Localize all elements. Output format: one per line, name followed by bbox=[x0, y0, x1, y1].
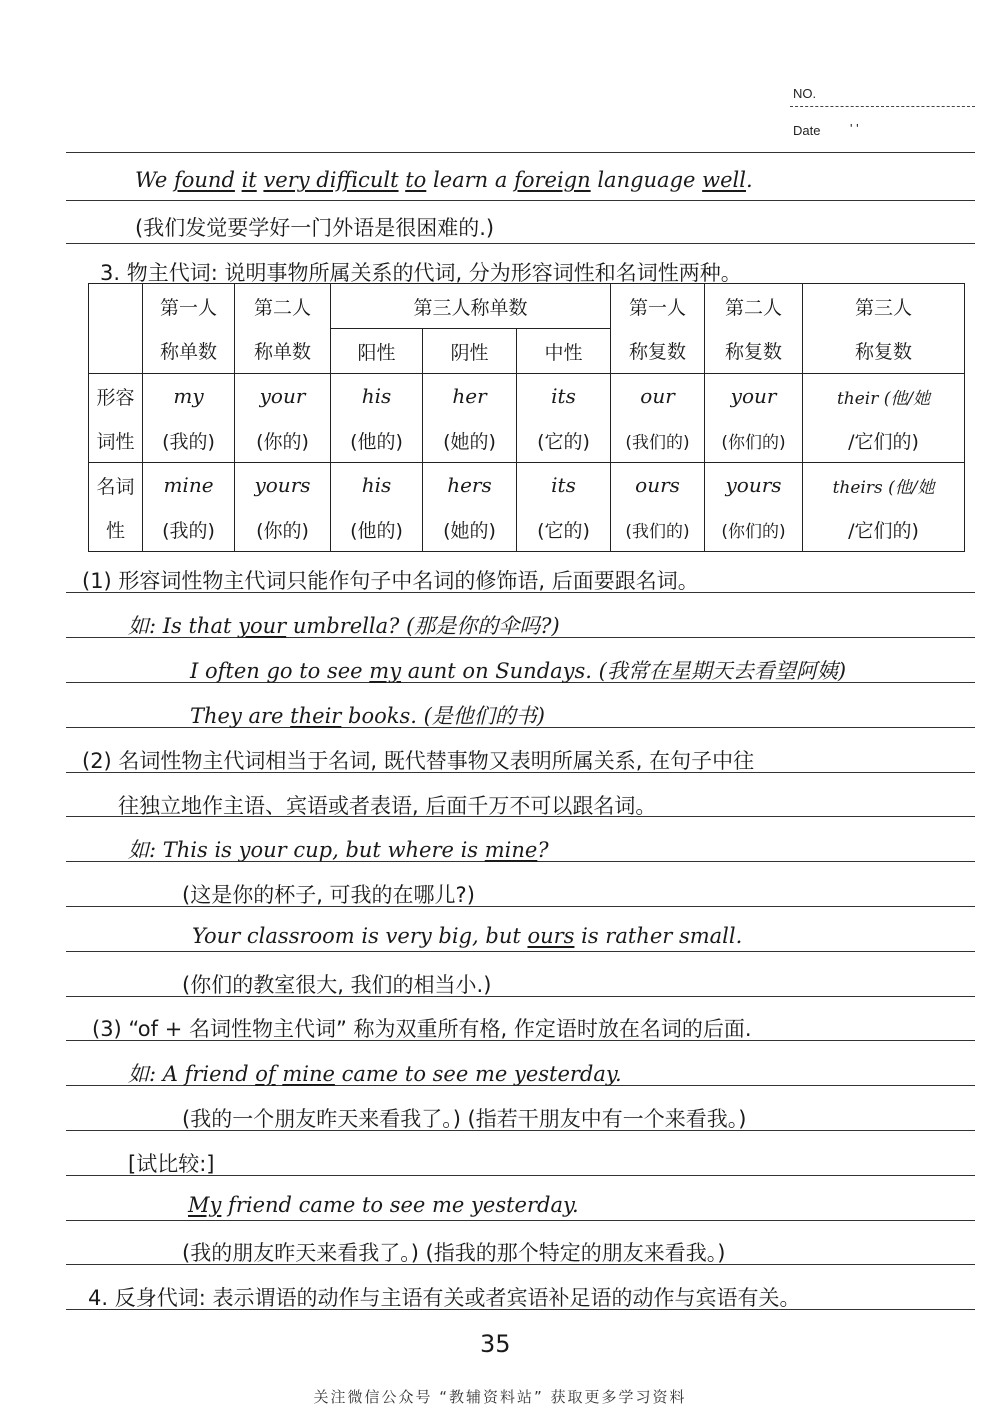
table-header-cell: 称单数 bbox=[235, 329, 331, 374]
date-separator: ' ' bbox=[850, 121, 859, 136]
table-cell: his bbox=[331, 463, 423, 508]
translation: (你们的教室很大, 我们的相当小.) bbox=[182, 973, 492, 997]
example-sentence: We found it very difficult to learn a foreign language well. bbox=[135, 168, 753, 192]
footer-note: 关注微信公众号 “教辅资料站” 获取更多学习资料 bbox=[313, 1388, 687, 1406]
example-sentence: 如: This is your cup, but where is mine? bbox=[128, 838, 549, 862]
table-cell: its bbox=[517, 374, 611, 419]
row-label: 性 bbox=[89, 507, 143, 552]
ruled-line bbox=[66, 951, 975, 952]
table-cell: (它的) bbox=[517, 507, 611, 552]
table-cell: her bbox=[423, 374, 517, 419]
table-cell: yours bbox=[705, 463, 803, 508]
header-divider bbox=[790, 106, 975, 107]
table-header-cell: 阴性 bbox=[423, 329, 517, 374]
table-cell: yours bbox=[235, 463, 331, 508]
table-header-cell: 第二人 bbox=[705, 284, 803, 329]
table-cell: (你的) bbox=[235, 507, 331, 552]
ruled-line bbox=[66, 1220, 975, 1221]
example-sentence: I often go to see my aunt on Sundays. (我常在星期天去看望阿姨) bbox=[190, 659, 847, 683]
rule-text: 往独立地作主语、宾语或者表语, 后面千万不可以跟名词。 bbox=[118, 794, 657, 818]
example-sentence: They are their books. (是他们的书) bbox=[190, 704, 545, 728]
rule-text: (2) 名词性物主代词相当于名词, 既代替事物又表明所属关系, 在句子中往 bbox=[82, 749, 755, 773]
table-header-cell: 称单数 bbox=[143, 329, 235, 374]
ruled-line bbox=[66, 243, 975, 244]
table-header-cell: 第三人称单数 bbox=[331, 284, 611, 329]
date-label: Date bbox=[793, 123, 821, 138]
table-cell: mine bbox=[143, 463, 235, 508]
table-cell: (他的) bbox=[331, 418, 423, 463]
table-corner bbox=[89, 284, 143, 329]
table-cell: /它们的) bbox=[803, 418, 965, 463]
table-header-cell: 称复数 bbox=[705, 329, 803, 374]
table-cell: (他的) bbox=[331, 507, 423, 552]
no-label: NO. bbox=[793, 86, 817, 101]
table-header-cell: 中性 bbox=[517, 329, 611, 374]
table-cell: his bbox=[331, 374, 423, 419]
table-cell: hers bbox=[423, 463, 517, 508]
table-cell: (她的) bbox=[423, 418, 517, 463]
table-cell: (你的) bbox=[235, 418, 331, 463]
example-sentence: 如: Is that your umbrella? (那是你的伞吗?) bbox=[128, 614, 560, 638]
translation: (我们发觉要学好一门外语是很困难的.) bbox=[135, 216, 495, 240]
row-label: 名词 bbox=[89, 463, 143, 508]
section-heading: 4. 反身代词: 表示谓语的动作与主语有关或者宾语补足语的动作与宾语有关。 bbox=[88, 1286, 801, 1310]
translation: (我的朋友昨天来看我了。) (指我的那个特定的朋友来看我。) bbox=[182, 1241, 726, 1265]
ruled-line bbox=[66, 152, 975, 153]
table-cell: your bbox=[235, 374, 331, 419]
table-cell: my bbox=[143, 374, 235, 419]
rule-text: (1) 形容词性物主代词只能作句子中名词的修饰语, 后面要跟名词。 bbox=[82, 569, 699, 593]
table-header-cell: 第一人 bbox=[611, 284, 705, 329]
page-number: 35 bbox=[480, 1330, 511, 1358]
table-header-cell: 称复数 bbox=[611, 329, 705, 374]
translation: (我的一个朋友昨天来看我了。) (指若干朋友中有一个来看我。) bbox=[182, 1107, 747, 1131]
example-sentence: My friend came to see me yesterday. bbox=[188, 1193, 579, 1217]
table-cell: (它的) bbox=[517, 418, 611, 463]
table-cell: ours bbox=[611, 463, 705, 508]
section-heading: 3. 物主代词: 说明事物所属关系的代词, 分为形容词性和名词性两种。 bbox=[100, 261, 742, 285]
compare-label: [试比较:] bbox=[128, 1152, 215, 1176]
table-cell: (你们的) bbox=[705, 507, 803, 552]
table-cell: (我们的) bbox=[611, 507, 705, 552]
table-cell: (我的) bbox=[143, 418, 235, 463]
table-cell: (我们的) bbox=[611, 418, 705, 463]
translation: (这是你的杯子, 可我的在哪儿?) bbox=[182, 883, 475, 907]
table-header-cell: 第二人 bbox=[235, 284, 331, 329]
row-label: 词性 bbox=[89, 418, 143, 463]
ruled-line bbox=[66, 200, 975, 201]
table-header-cell: 称复数 bbox=[803, 329, 965, 374]
table-header-cell: 第一人 bbox=[143, 284, 235, 329]
table-cell: (我的) bbox=[143, 507, 235, 552]
table-cell: theirs (他/她 bbox=[803, 463, 965, 508]
table-corner bbox=[89, 329, 143, 374]
table-header-cell: 阳性 bbox=[331, 329, 423, 374]
table-cell: (她的) bbox=[423, 507, 517, 552]
table-cell: our bbox=[611, 374, 705, 419]
table-cell: your bbox=[705, 374, 803, 419]
example-sentence: 如: A friend of mine came to see me yesterday. bbox=[128, 1062, 622, 1086]
example-sentence: Your classroom is very big, but ours is rather small. bbox=[192, 924, 743, 948]
table-cell: (你们的) bbox=[705, 418, 803, 463]
row-label: 形容 bbox=[89, 374, 143, 419]
table-cell: their (他/她 bbox=[803, 374, 965, 419]
rule-text: (3) “of + 名词性物主代词” 称为双重所有格, 作定语时放在名词的后面. bbox=[92, 1017, 752, 1041]
table-cell: /它们的) bbox=[803, 507, 965, 552]
table-cell: its bbox=[517, 463, 611, 508]
possessive-pronoun-table bbox=[88, 283, 965, 552]
table-header-cell: 第三人 bbox=[803, 284, 965, 329]
